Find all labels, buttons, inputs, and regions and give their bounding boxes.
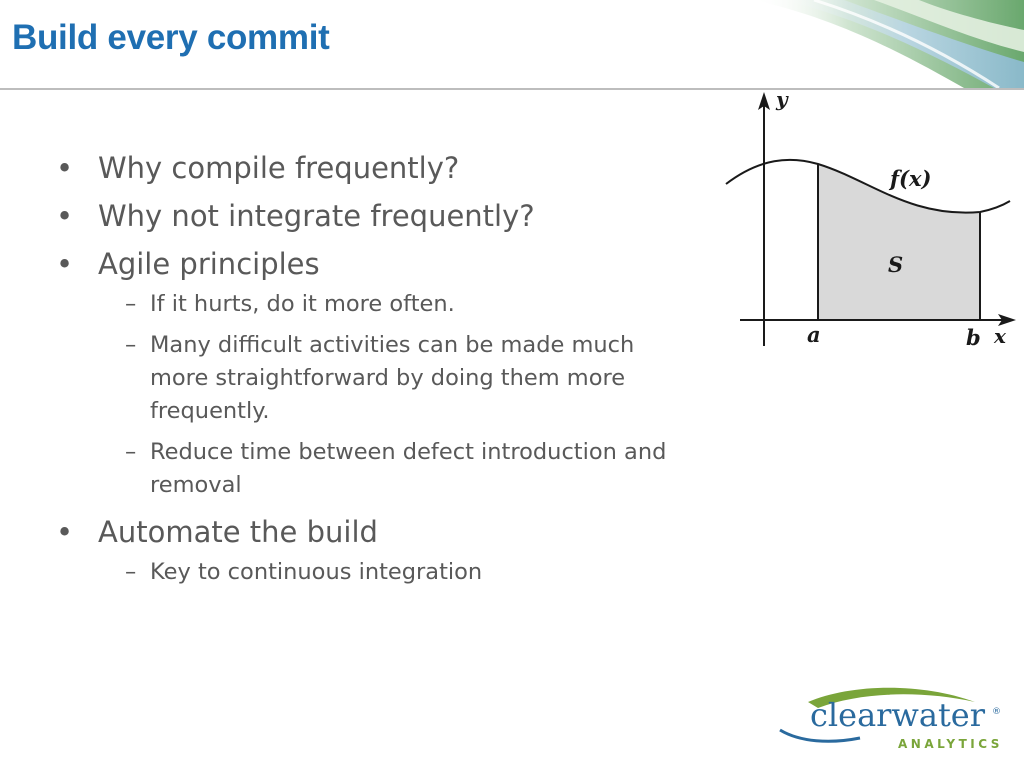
bullet-item <box>56 246 696 502</box>
lower-bound-label: a <box>807 322 821 347</box>
bullet-item <box>56 150 696 186</box>
y-axis-label: y <box>776 88 788 111</box>
upper-bound-label: b <box>966 325 981 350</box>
logo-registered-mark: ® <box>992 707 1001 717</box>
sub-bullet-item: – Key to continuous integration <box>98 556 696 589</box>
x-axis-label: x <box>994 324 1006 348</box>
bullet-item <box>56 514 696 589</box>
bullet-text: Agile principles <box>98 247 320 281</box>
bullet-text: Automate the build <box>98 515 378 549</box>
sub-bullet-item: – Many difficult activities can be made much more straightforward by doing them more frequently. <box>98 329 696 428</box>
bullet-text: Why not integrate frequently? <box>98 199 535 233</box>
sub-bullet-list <box>98 288 696 502</box>
sub-bullet-item: – If it hurts, do it more often. <box>98 288 696 321</box>
bullet-list <box>56 150 696 601</box>
sub-bullet-item: – Reduce time between defect introduction and removal <box>98 436 696 502</box>
logo-tagline: ANALYTICS <box>898 737 1003 751</box>
bullet-text: Why compile frequently? <box>98 151 460 185</box>
sub-bullet-list <box>98 556 696 589</box>
function-label: f(x) <box>890 166 932 191</box>
slide-title: Build every commit <box>12 18 330 57</box>
bullet-item <box>56 198 696 234</box>
header-banner-graphic <box>754 0 1024 90</box>
logo-wordmark: clearwater <box>810 696 986 734</box>
area-label: S <box>888 252 904 277</box>
clearwater-logo <box>770 680 1010 760</box>
integral-diagram <box>720 88 1020 358</box>
